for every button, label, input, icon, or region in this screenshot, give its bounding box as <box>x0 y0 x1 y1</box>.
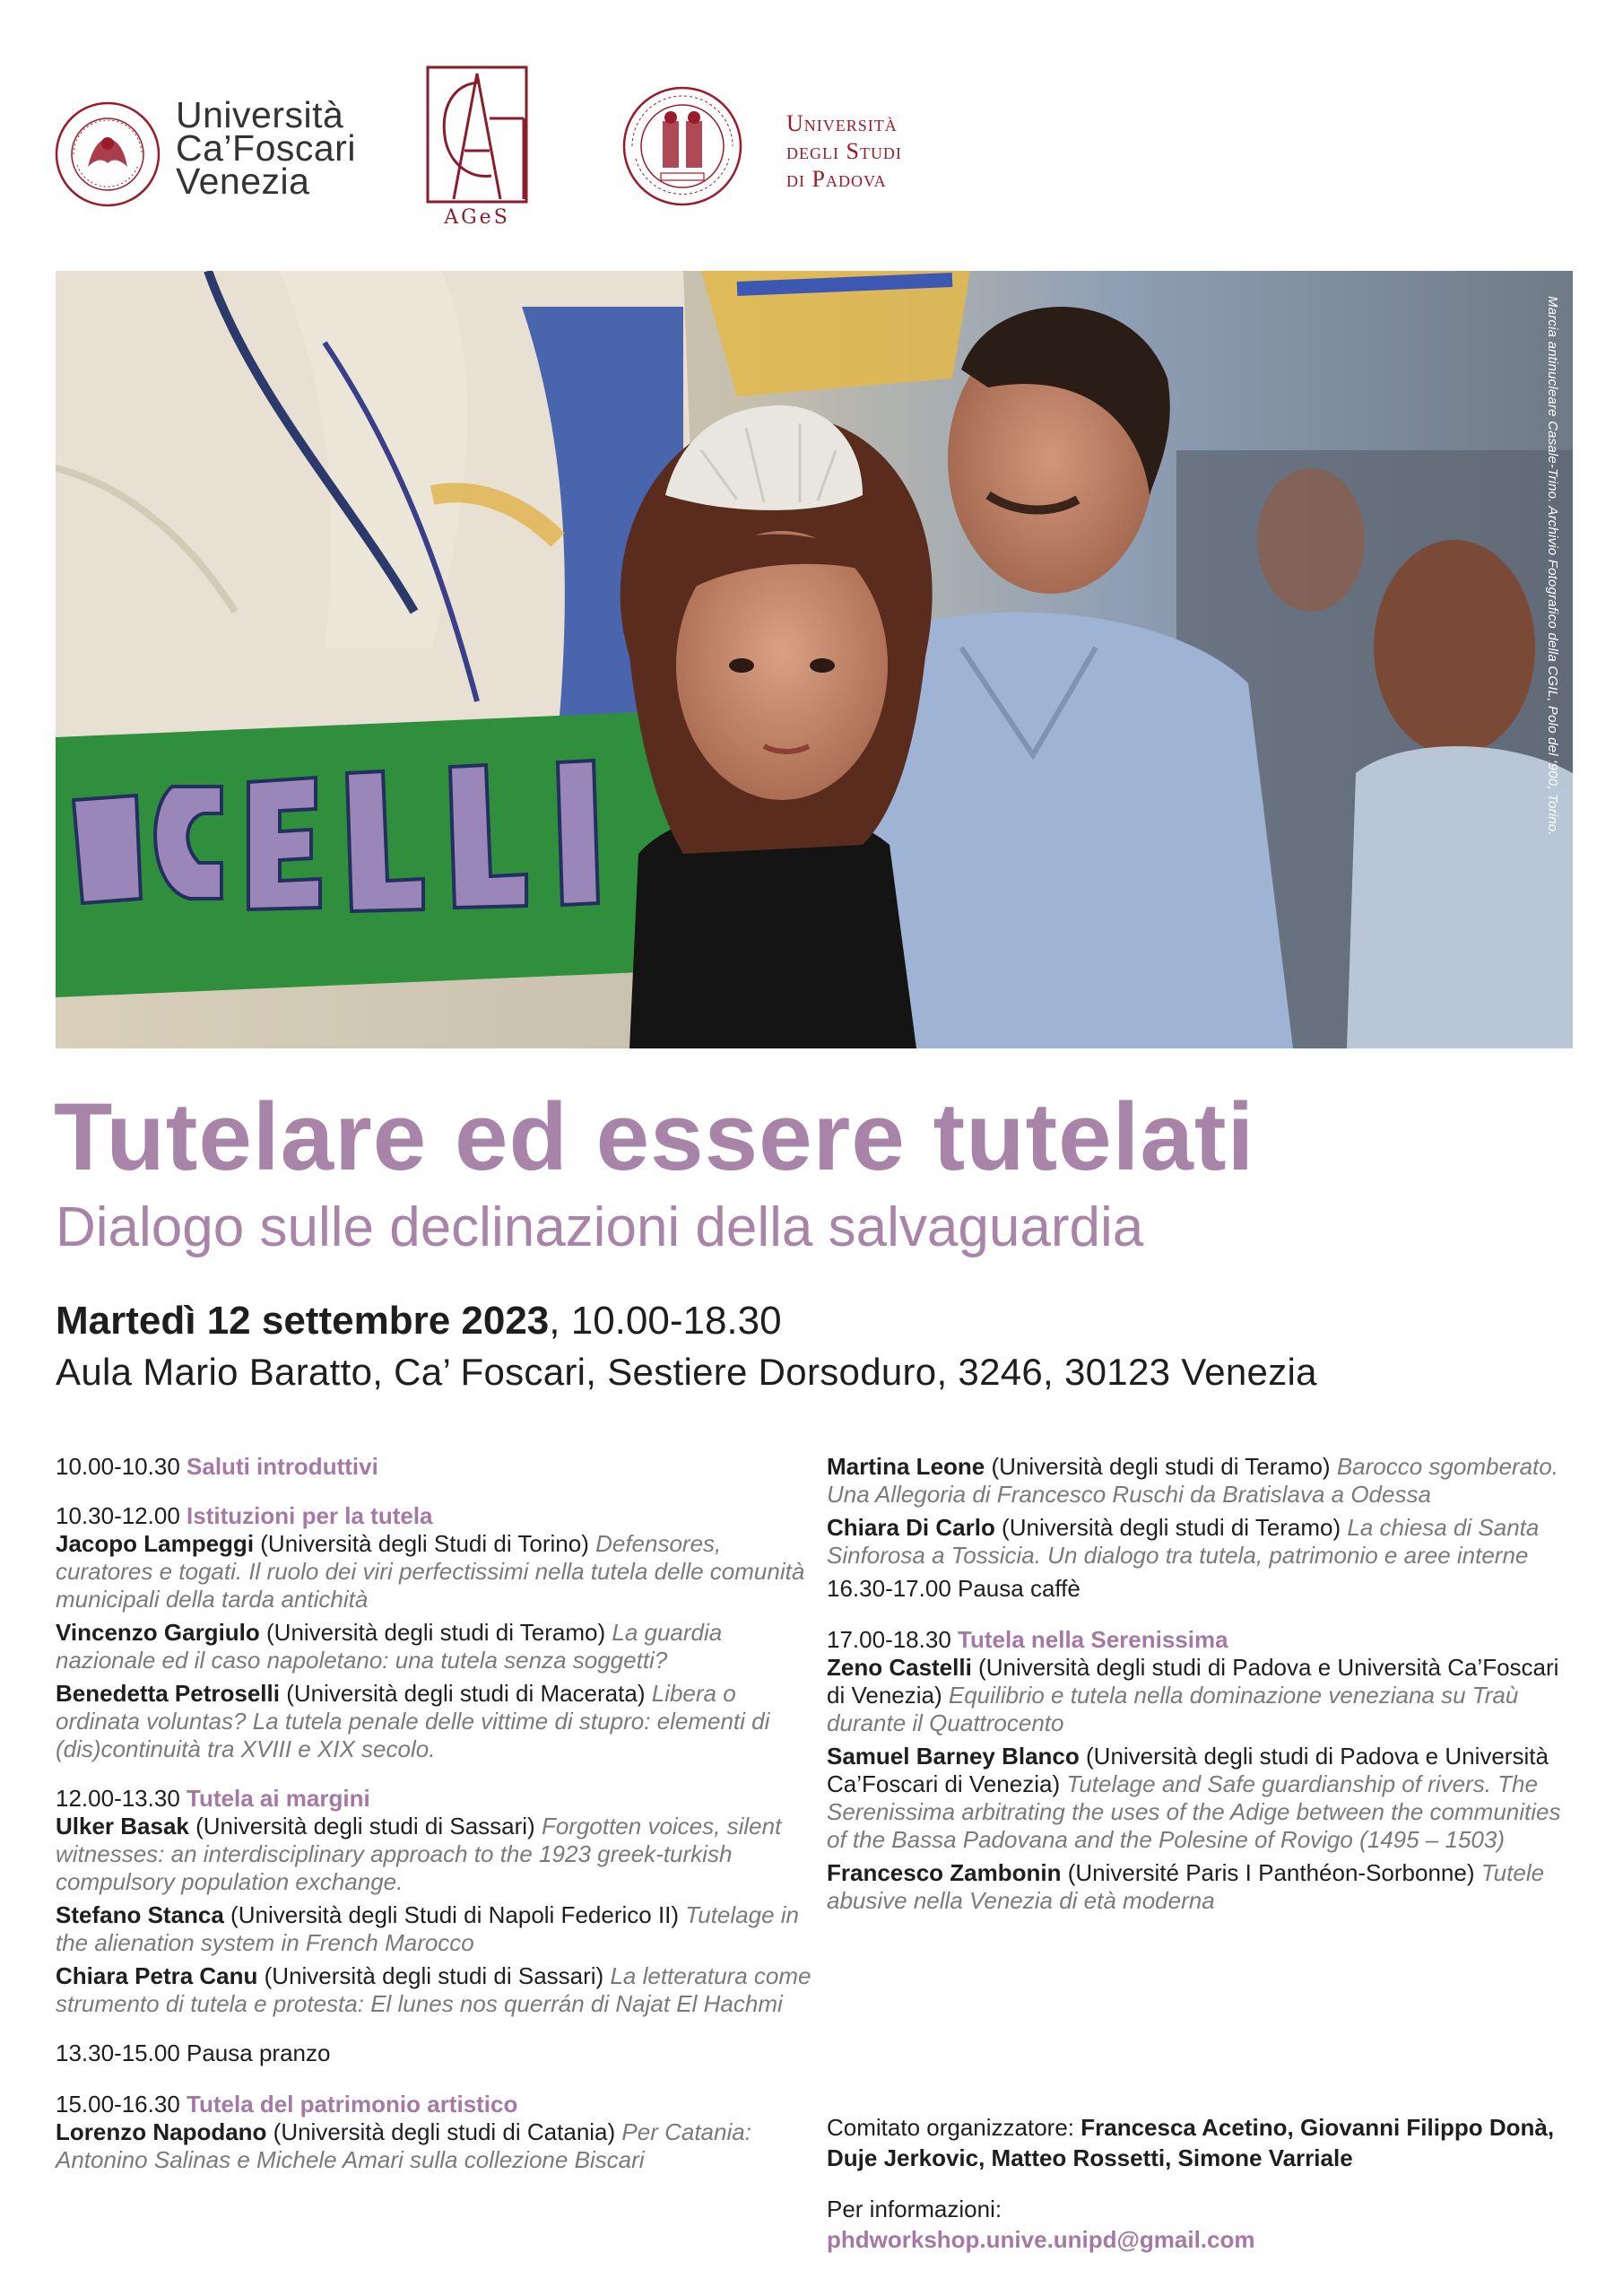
session-margini <box>56 1785 818 2018</box>
session-title: Tutela del patrimonio artistico <box>187 2091 518 2118</box>
talk-title: Tutelage and Safe guardianship of rivers. The Serenissima arbitrating the uses of the Adige between the communities of the Bassa Padovana and the Polesine of Rovigo (1495 – 1503) <box>827 1770 1561 1853</box>
speaker-affiliation: (Università degli studi di Catania) <box>266 2118 622 2145</box>
talk-title: Forgotten voices, silent witnesses: an interdisciplinary approach to the 1923 greek-turkish compulsory population exchange. <box>56 1813 782 1895</box>
talk-item <box>827 1654 1580 1737</box>
event-date <box>56 1299 782 1344</box>
speaker-affiliation: (Università degli studi di Padova e Università Ca’Foscari di Venezia) <box>827 1654 1559 1709</box>
padova-line3: di Padova <box>786 166 887 192</box>
cafoscari-wordmark <box>176 94 356 202</box>
speaker-affiliation: (Università degli studi di Teramo) <box>985 1453 1337 1480</box>
session-istituzioni <box>56 1502 818 1763</box>
speaker-name: Martina Leone <box>827 1453 985 1480</box>
speaker-name: Chiara Di Carlo <box>827 1514 995 1541</box>
talk-item <box>827 1859 1580 1915</box>
talk-title: Tutele abusive nella Venezia di età moderna <box>827 1859 1545 1914</box>
padova-wordmark <box>786 109 902 193</box>
program-right-column <box>827 1453 1580 1936</box>
speaker-affiliation: (Università degli studi di Sassari) <box>257 1962 611 1989</box>
pause-coffee: 16.30-17.00 Pausa caffè <box>827 1575 1081 1602</box>
speaker-affiliation: (Université Paris I Panthéon-Sorbonne) <box>1061 1859 1481 1886</box>
talk-title: Tutelage in the alienation system in French Marocco <box>56 1901 799 1956</box>
speaker-name: Benedetta Petroselli <box>56 1680 280 1707</box>
session-title: Tutela ai margini <box>187 1785 370 1812</box>
event-time: , 10.00-18.30 <box>549 1299 782 1343</box>
cafoscari-line3: Venezia <box>176 161 310 202</box>
speaker-affiliation: (Università degli Studi di Torino) <box>254 1530 596 1557</box>
ages-label: AGeS <box>444 206 510 229</box>
cafoscari-line1: Università <box>176 94 344 135</box>
talk-item <box>56 1619 818 1674</box>
protest-photo-illustration <box>56 271 1573 1048</box>
organizing-committee <box>827 2112 1562 2173</box>
speaker-affiliation: (Università degli studi di Teramo) <box>259 1619 612 1646</box>
session-time: 12.00-13.30 <box>56 1785 180 1812</box>
padova-seal-icon <box>621 85 743 207</box>
session-time: 10.30-12.00 <box>56 1502 180 1529</box>
speaker-name: Chiara Petra Canu <box>56 1962 258 1989</box>
cafoscari-seal-icon <box>54 100 161 208</box>
committee-label: Comitato organizzatore: <box>827 2114 1081 2141</box>
talk-item <box>827 1743 1580 1854</box>
committee-names: Francesca Acetino, Giovanni Filippo Donà, Duje Jerkovic, Matteo Rossetti, Simone Varriale <box>827 2114 1555 2171</box>
talk-title: La letteratura come strumento di tutela e protesta: El lunes nos querrán di Najat El Hachmi <box>56 1962 812 2017</box>
talk-title: La guardia nazionale ed il caso napoletano: una tutela senza soggetti? <box>56 1619 723 1674</box>
contact-email-link[interactable]: phdworkshop.unive.unipd@gmail.com <box>827 2226 1255 2253</box>
talk-title: Per Catania: Antonino Salinas e Michele Amari sulla collezione Biscari <box>56 2118 751 2173</box>
session-title: Saluti introduttivi <box>187 1453 378 1480</box>
speaker-affiliation: (Università degli studi di Sassari) <box>188 1813 542 1839</box>
cafoscari-line2: Ca’Foscari <box>176 127 356 169</box>
talk-item <box>56 1962 818 2018</box>
padova-line1: Università <box>786 110 898 136</box>
talk-title: Defensores, curatores e togati. Il ruolo dei viri perfectissimi nella tutela delle comunità municipali della tarda antichità <box>56 1530 805 1613</box>
photo-caption <box>1546 296 1566 1013</box>
speaker-name: Samuel Barney Blanco <box>827 1743 1080 1770</box>
program-left-column <box>56 1453 818 2196</box>
speaker-affiliation: (Università degli Studi di Napoli Federico II) <box>223 1901 686 1928</box>
speaker-name: Zeno Castelli <box>827 1654 972 1681</box>
speaker-affiliation: (Università degli studi di Teramo) <box>994 1514 1348 1541</box>
session-serenissima <box>827 1626 1580 1915</box>
talk-item <box>56 1901 818 1957</box>
speaker-name: Vincenzo Gargiulo <box>56 1619 260 1646</box>
speaker-affiliation: (Università degli studi di Macerata) <box>279 1680 652 1707</box>
speaker-name: Ulker Basak <box>56 1813 189 1839</box>
speaker-affiliation: (Università degli studi di Padova e Università Ca’Foscari di Venezia) <box>827 1743 1549 1797</box>
speaker-name: Lorenzo Napodano <box>56 2118 267 2145</box>
photo-caption-text: Marcia antinucleare Casale-Trino. Archivio Fotografico della CGIL, Polo del ‘900, Torino. <box>1545 296 1560 836</box>
info-label: Per informazioni: <box>827 2196 1002 2222</box>
talk-item <box>56 1530 818 1613</box>
hero-photo <box>56 271 1573 1048</box>
session-time: 17.00-18.30 <box>827 1626 951 1653</box>
talk-title: La chiesa di Santa Sinforosa a Tossicia. Un dialogo tra tutela, patrimonio e aree interne <box>827 1514 1540 1569</box>
talk-item <box>56 2118 818 2174</box>
contact-info <box>827 2194 1562 2255</box>
page-subtitle: Dialogo sulle declinazioni della salvaguardia <box>56 1196 1144 1258</box>
header-logos <box>0 0 1623 269</box>
speaker-name: Francesco Zambonin <box>827 1859 1062 1886</box>
talk-item <box>827 1453 1580 1509</box>
event-venue: Aula Mario Baratto, Ca’ Foscari, Sestiere Dorsoduro, 3246, 30123 Venezia <box>56 1351 1317 1393</box>
talk-title: Libera o ordinata voluntas? La tutela penale delle vittime di stupro: elementi di (dis)continuità tra XVIII e XIX secolo. <box>56 1680 770 1762</box>
page-title: Tutelare ed essere tutelati <box>54 1083 1255 1190</box>
speaker-name: Jacopo Lampeggi <box>56 1530 255 1557</box>
talk-item <box>56 1813 818 1896</box>
talk-title: Equilibrio e tutela nella dominazione veneziana su Traù durante il Quattrocento <box>827 1682 1519 1736</box>
talk-title: Barocco sgomberato. Una Allegoria di Francesco Ruschi da Bratislava a Odessa <box>827 1453 1558 1508</box>
talk-item <box>56 1680 818 1763</box>
session-welcome <box>56 1453 818 1481</box>
talk-item <box>827 1514 1580 1570</box>
padova-line2: degli Studi <box>786 138 902 164</box>
session-patrimonio <box>56 2091 818 2174</box>
session-time: 15.00-16.30 <box>56 2091 180 2118</box>
session-title: Tutela nella Serenissima <box>958 1626 1228 1653</box>
pause-lunch: 13.30-15.00 Pausa pranzo <box>56 2039 331 2066</box>
event-day: Martedì 12 settembre 2023 <box>56 1299 550 1343</box>
session-time: 10.00-10.30 <box>56 1453 180 1480</box>
session-title: Istituzioni per la tutela <box>187 1502 433 1529</box>
speaker-name: Stefano Stanca <box>56 1901 224 1928</box>
